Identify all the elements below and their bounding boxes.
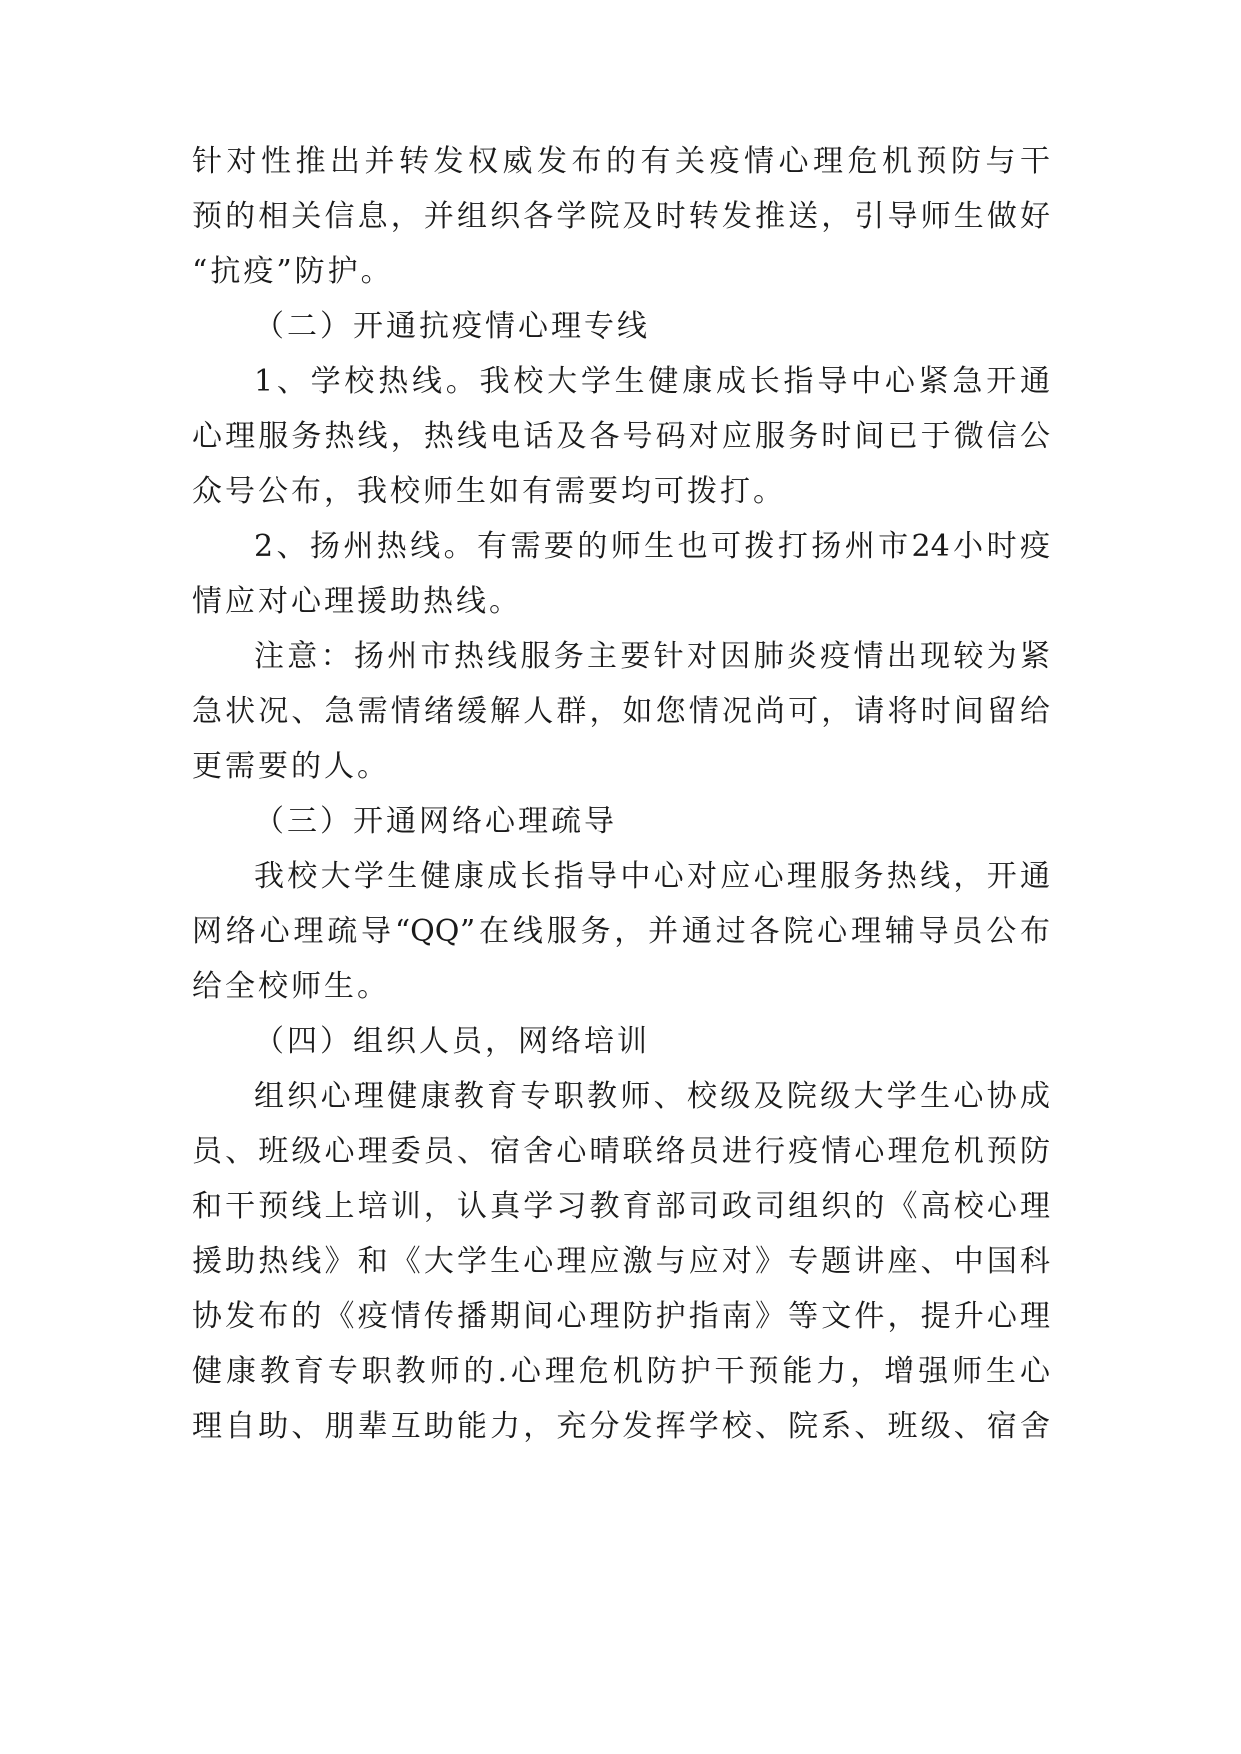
paragraph-line: 健康教育专职教师的.心理危机防护干预能力，增强师生心 [192, 1354, 1050, 1389]
section-heading: （三）开通网络心理疏导 [254, 804, 617, 839]
paragraph-line: 协发布的《疫情传播期间心理防护指南》等文件，提升心理 [192, 1299, 1050, 1334]
paragraph-line: 组织心理健康教育专职教师、校级及院级大学生心协成 [254, 1079, 1050, 1114]
paragraph-line: 众号公布，我校师生如有需要均可拨打。 [192, 474, 786, 509]
paragraph-line: 情应对心理援助热线。 [192, 584, 522, 619]
paragraph-line: 注意：扬州市热线服务主要针对因肺炎疫情出现较为紧 [254, 639, 1050, 674]
paragraph-line: “抗疫”防护。 [192, 254, 394, 289]
section-heading: （二）开通抗疫情心理专线 [254, 309, 650, 344]
paragraph-line: 针对性推出并转发权威发布的有关疫情心理危机预防与干 [192, 144, 1050, 179]
paragraph-line: 更需要的人。 [192, 749, 390, 784]
paragraph-line: 和干预线上培训，认真学习教育部司政司组织的《高校心理 [192, 1189, 1050, 1224]
paragraph-line: 我校大学生健康成长指导中心对应心理服务热线，开通 [254, 859, 1050, 894]
paragraph-line: 2、扬州热线。有需要的师生也可拨打扬州市24小时疫 [254, 529, 1050, 564]
paragraph-line: 预的相关信息，并组织各学院及时转发推送，引导师生做好 [192, 199, 1050, 234]
paragraph-line: 网络心理疏导“QQ”在线服务，并通过各院心理辅导员公布 [192, 914, 1050, 949]
paragraph-line: 员、班级心理委员、宿舍心晴联络员进行疫情心理危机预防 [192, 1134, 1050, 1169]
paragraph-line: 给全校师生。 [192, 969, 390, 1004]
section-heading: （四）组织人员，网络培训 [254, 1024, 650, 1059]
paragraph-line: 1、学校热线。我校大学生健康成长指导中心紧急开通 [254, 364, 1050, 399]
paragraph-line: 援助热线》和《大学生心理应激与应对》专题讲座、中国科 [192, 1244, 1050, 1279]
paragraph-line: 急状况、急需情绪缓解人群，如您情况尚可，请将时间留给 [192, 694, 1050, 729]
paragraph-line: 心理服务热线，热线电话及各号码对应服务时间已于微信公 [192, 419, 1050, 454]
paragraph-line: 理自助、朋辈互助能力，充分发挥学校、院系、班级、宿舍 [192, 1409, 1050, 1444]
